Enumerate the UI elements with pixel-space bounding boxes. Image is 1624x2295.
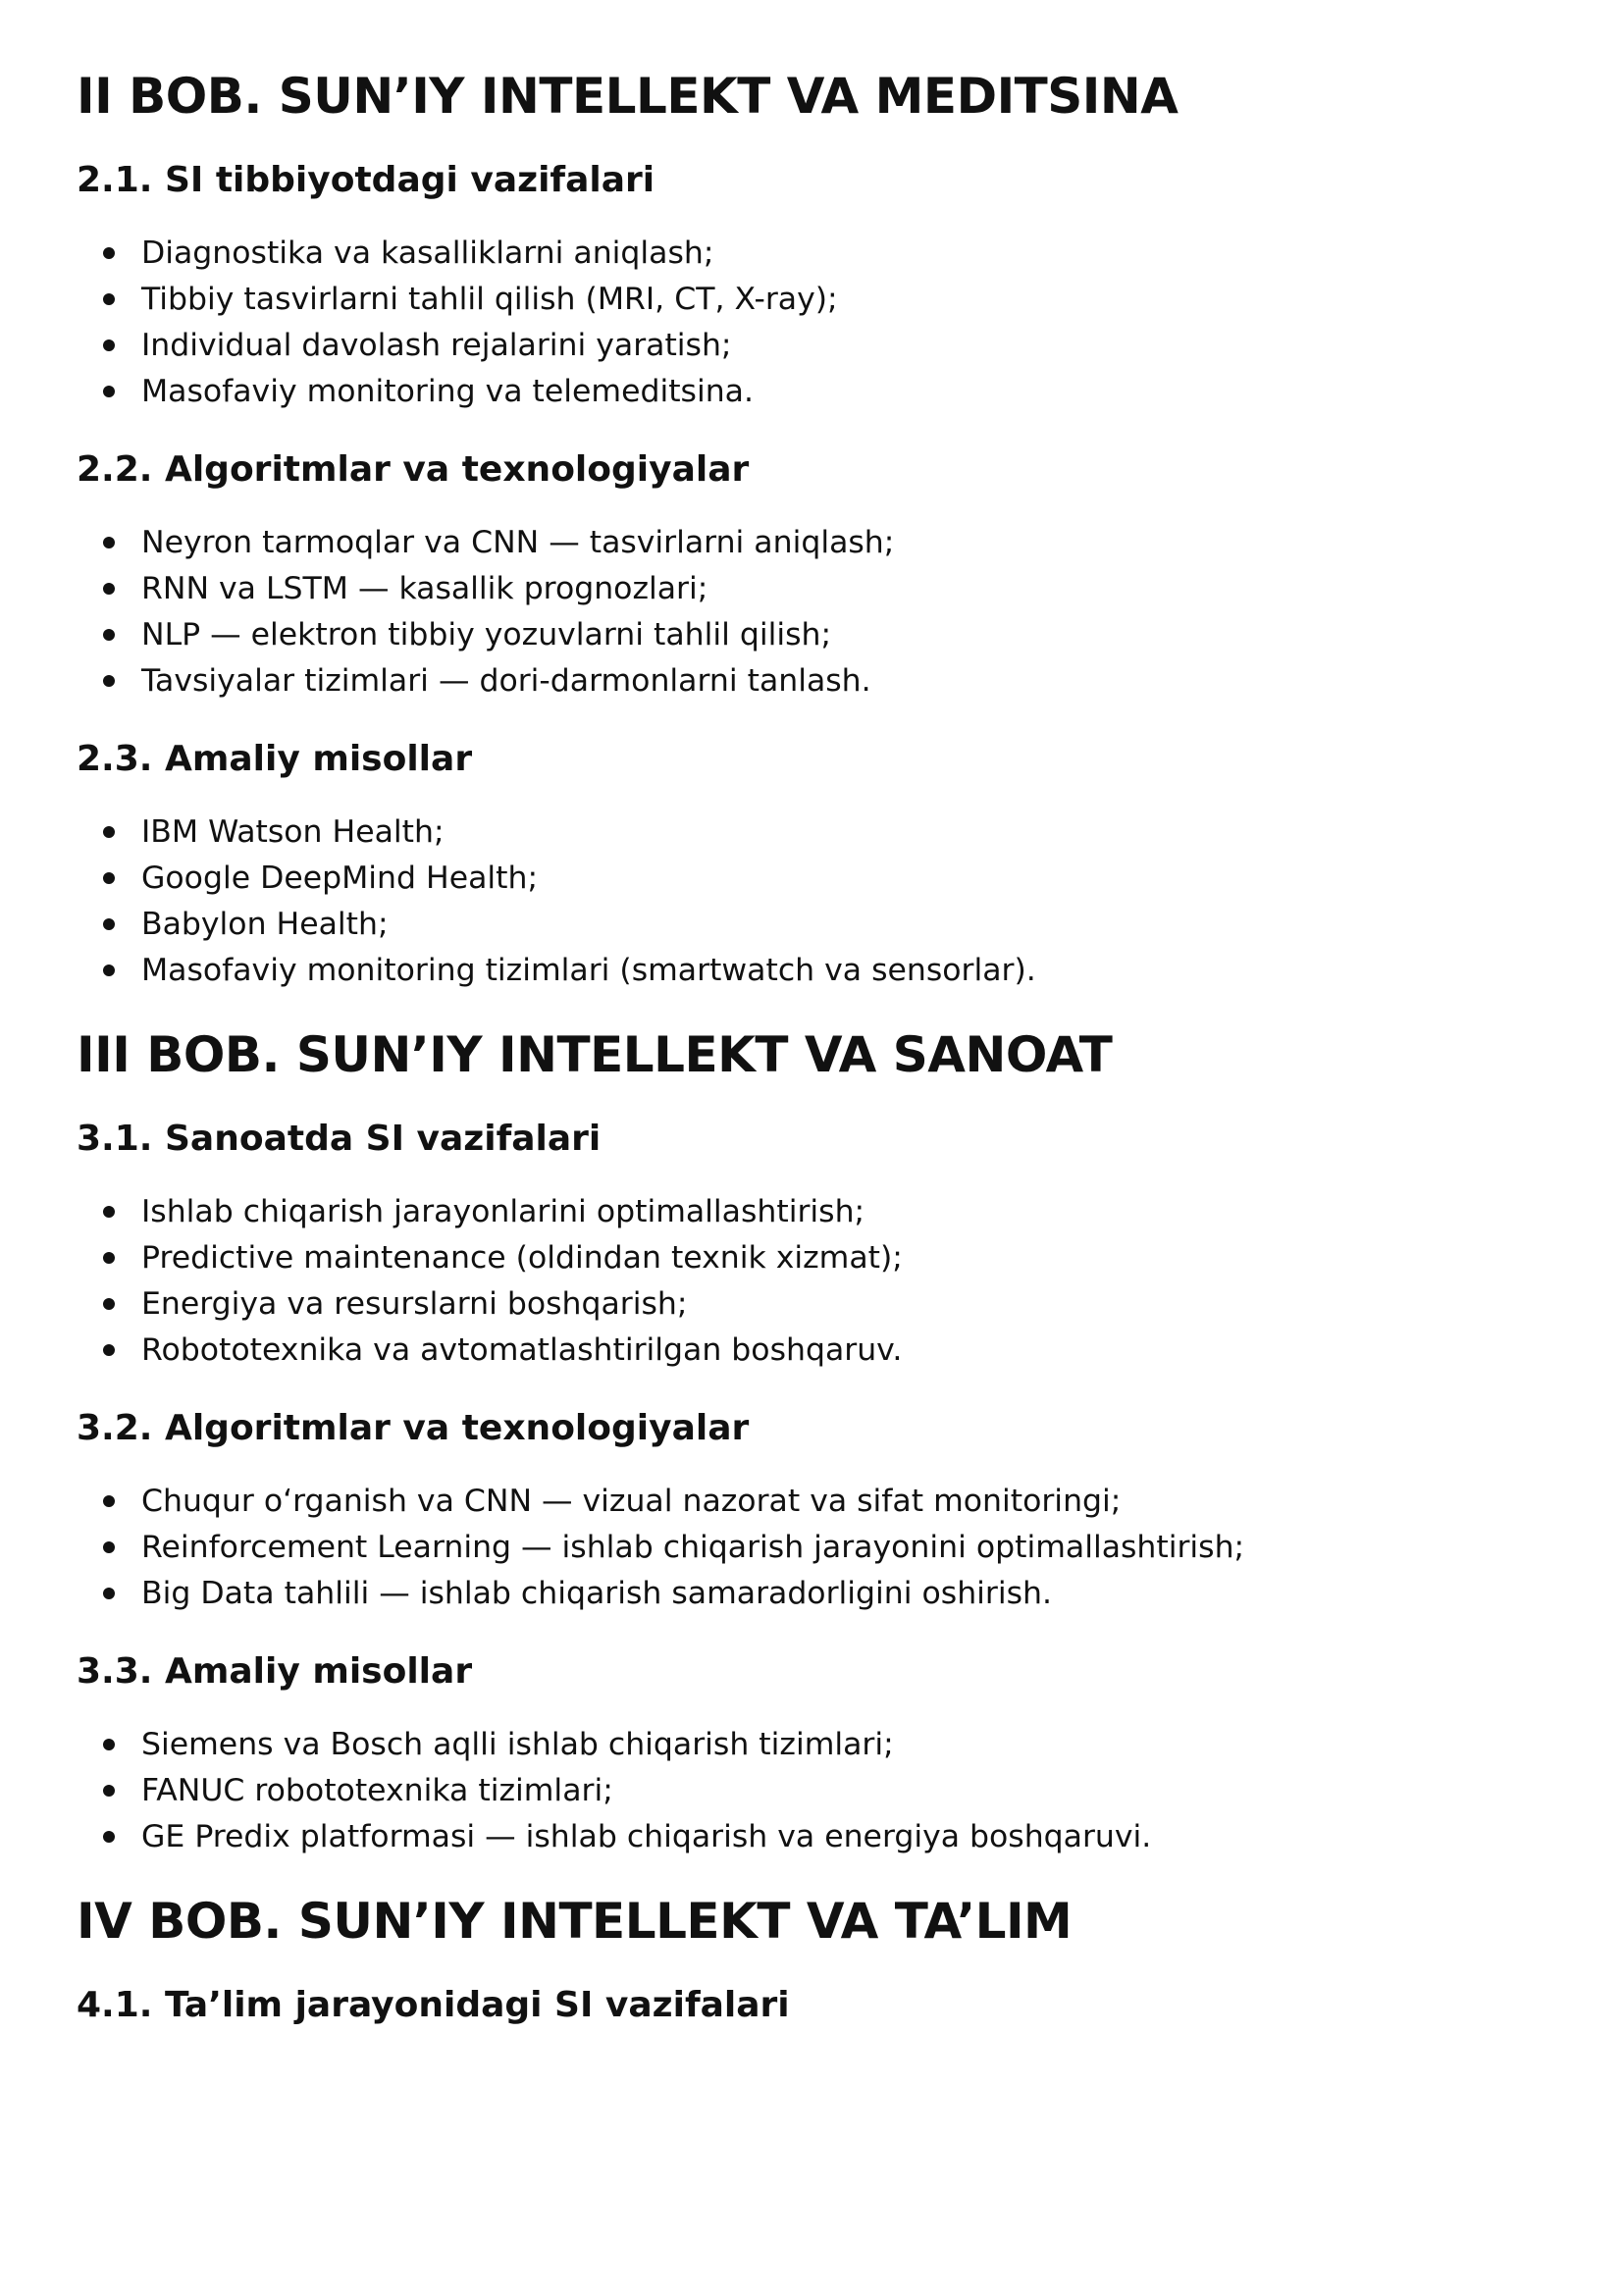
bullet-icon bbox=[103, 1252, 115, 1264]
list-item bbox=[77, 1525, 1565, 1571]
bullet-icon bbox=[103, 1344, 115, 1356]
list-item bbox=[77, 1235, 1565, 1281]
list-item bbox=[77, 520, 1565, 566]
bullet-list bbox=[77, 1189, 1565, 1374]
chapter bbox=[77, 69, 1565, 994]
list-item bbox=[77, 323, 1565, 369]
chapter-list bbox=[77, 69, 1565, 2026]
bullet-icon bbox=[103, 247, 115, 259]
bullet-icon bbox=[103, 386, 115, 397]
section bbox=[77, 1650, 1565, 1860]
list-item-text: Ishlab chiqarish jarayonlarini optimallashtirish; bbox=[141, 1193, 865, 1229]
list-item-text: Neyron tarmoqlar va CNN — tasvirlarni aniqlash; bbox=[141, 524, 895, 560]
list-item-text: Diagnostika va kasalliklarni aniqlash; bbox=[141, 235, 714, 271]
list-item bbox=[77, 1189, 1565, 1235]
section-title: 3.2. Algoritmlar va texnologiyalar bbox=[77, 1407, 750, 1448]
bullet-icon bbox=[103, 1495, 115, 1507]
section bbox=[77, 159, 1565, 415]
section-title: 3.1. Sanoatda SI vazifalari bbox=[77, 1118, 602, 1159]
section bbox=[77, 738, 1565, 994]
section-title: 2.2. Algoritmlar va texnologiyalar bbox=[77, 448, 750, 490]
list-item bbox=[77, 231, 1565, 277]
bullet-icon bbox=[103, 339, 115, 351]
list-item-text: Siemens va Bosch aqlli ishlab chiqarish tizimlari; bbox=[141, 1727, 894, 1763]
list-item-text: Individual davolash rejalarini yaratish; bbox=[141, 327, 732, 363]
list-item bbox=[77, 856, 1565, 902]
bullet-icon bbox=[103, 1739, 115, 1750]
section bbox=[77, 448, 1565, 704]
list-item bbox=[77, 902, 1565, 948]
list-item-text: Chuqur o‘rganish va CNN — vizual nazorat va sifat monitoringi; bbox=[141, 1483, 1122, 1519]
chapter-title: III BOB. SUN’IY INTELLEKT VA SANOAT bbox=[77, 1026, 1113, 1084]
bullet-list bbox=[77, 520, 1565, 704]
bullet-icon bbox=[103, 1206, 115, 1218]
list-item bbox=[77, 948, 1565, 994]
list-item bbox=[77, 1571, 1565, 1617]
bullet-icon bbox=[103, 675, 115, 687]
list-item-text: NLP — elektron tibbiy yozuvlarni tahlil qilish; bbox=[141, 616, 832, 652]
list-item bbox=[77, 809, 1565, 856]
bullet-icon bbox=[103, 293, 115, 305]
bullet-icon bbox=[103, 872, 115, 884]
list-item bbox=[77, 369, 1565, 415]
bullet-icon bbox=[103, 1831, 115, 1843]
bullet-icon bbox=[103, 583, 115, 595]
section-title: 2.1. SI tibbiyotdagi vazifalari bbox=[77, 159, 655, 200]
list-item-text: RNN va LSTM — kasallik prognozlari; bbox=[141, 570, 708, 606]
list-item bbox=[77, 658, 1565, 704]
list-item-text: Tibbiy tasvirlarni tahlil qilish (MRI, CT, X-ray); bbox=[141, 281, 838, 317]
bullet-icon bbox=[103, 918, 115, 930]
list-item-text: Babylon Health; bbox=[141, 907, 389, 943]
bullet-icon bbox=[103, 826, 115, 838]
list-item bbox=[77, 1328, 1565, 1374]
bullet-icon bbox=[103, 537, 115, 548]
list-item bbox=[77, 1814, 1565, 1860]
list-item-text: Masofaviy monitoring va telemeditsina. bbox=[141, 373, 755, 409]
list-item-text: Robototexnika va avtomatlashtirilgan boshqaruv. bbox=[141, 1331, 903, 1368]
list-item-text: Tavsiyalar tizimlari — dori-darmonlarni tanlash. bbox=[141, 662, 871, 699]
section-title: 2.3. Amaliy misollar bbox=[77, 738, 473, 779]
list-item-text: Google DeepMind Health; bbox=[141, 861, 539, 897]
section bbox=[77, 1118, 1565, 1374]
chapter-title: IV BOB. SUN’IY INTELLEKT VA TA’LIM bbox=[77, 1893, 1073, 1951]
list-item-text: IBM Watson Health; bbox=[141, 814, 445, 851]
bullet-icon bbox=[103, 1298, 115, 1310]
bullet-icon bbox=[103, 1541, 115, 1553]
list-item-text: GE Predix platformasi — ishlab chiqarish va energiya boshqaruvi. bbox=[141, 1819, 1152, 1855]
list-item bbox=[77, 1479, 1565, 1525]
section bbox=[77, 1984, 1565, 2026]
document-page bbox=[77, 69, 1565, 2056]
list-item-text: Reinforcement Learning — ishlab chiqarish jarayonini optimallashtirish; bbox=[141, 1529, 1245, 1565]
bullet-list bbox=[77, 1479, 1565, 1617]
chapter-title: II BOB. SUN’IY INTELLEKT VA MEDITSINA bbox=[77, 68, 1179, 125]
list-item-text: Energiya va resurslarni boshqarish; bbox=[141, 1285, 688, 1322]
bullet-icon bbox=[103, 1785, 115, 1797]
list-item bbox=[77, 566, 1565, 612]
section-title: 4.1. Ta’lim jarayonidagi SI vazifalari bbox=[77, 1984, 790, 2025]
bullet-list bbox=[77, 809, 1565, 994]
list-item-text: Big Data tahlili — ishlab chiqarish samaradorligini oshirish. bbox=[141, 1575, 1053, 1611]
list-item-text: Masofaviy monitoring tizimlari (smartwatch va sensorlar). bbox=[141, 953, 1036, 989]
list-item bbox=[77, 277, 1565, 323]
chapter bbox=[77, 1894, 1565, 2026]
bullet-icon bbox=[103, 1588, 115, 1599]
section-title: 3.3. Amaliy misollar bbox=[77, 1650, 473, 1692]
bullet-list bbox=[77, 231, 1565, 415]
list-item bbox=[77, 612, 1565, 658]
bullet-icon bbox=[103, 629, 115, 641]
list-item-text: Predictive maintenance (oldindan texnik xizmat); bbox=[141, 1239, 903, 1276]
list-item bbox=[77, 1722, 1565, 1768]
section bbox=[77, 1407, 1565, 1617]
chapter bbox=[77, 1027, 1565, 1860]
bullet-icon bbox=[103, 965, 115, 976]
list-item bbox=[77, 1281, 1565, 1328]
list-item bbox=[77, 1768, 1565, 1814]
list-item-text: FANUC robototexnika tizimlari; bbox=[141, 1773, 613, 1809]
bullet-list bbox=[77, 1722, 1565, 1860]
